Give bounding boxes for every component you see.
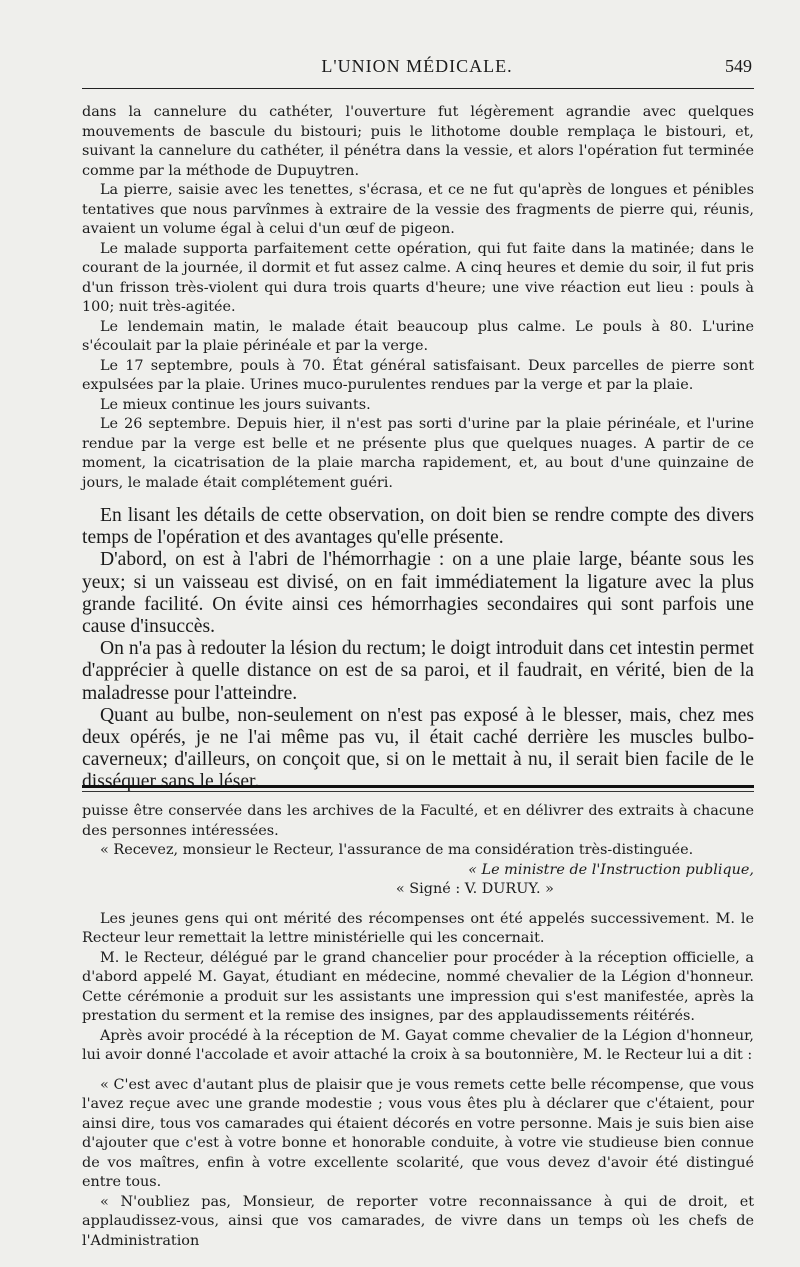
paragraph: On n'a pas à redouter la lésion du rectum; le doigt introduit dans cet intestin permet d'apprécier à quelle distance on est de sa paroi, et il faudrait, en vérité, bien de la maladresse pour l'atteindre. bbox=[82, 638, 754, 704]
paragraph: « C'est avec d'autant plus de plaisir que je vous remets cette belle récompense, que vous l'avez reçue avec une grande modestie ; vous vous êtes plu à déclarer que c'étaient, pour ainsi dire, tous vos camarades qui étaient décorés en votre personne. Mais je suis bien aise d'ajouter que c'est à votre bonne et honorable conduite, à votre vie studieuse bien connue de vos maîtres, enfin à votre excellente scolarité, que vous devez d'avoir été distingué entre tous. bbox=[82, 1076, 754, 1190]
paragraph: dans la cannelure du cathéter, l'ouverture fut légèrement agrandie avec quelques mouvements de bascule du bistouri; puis le lithotome double remplaça le bistouri, et, suivant la cannelure du cathéter, il pénétra dans la vessie, et alors l'opération fut terminée comme par la méthode de Dupuytren. bbox=[82, 104, 754, 179]
section-divider-thin bbox=[82, 791, 754, 792]
signature-title: « Le ministre de l'Instruction publique, bbox=[468, 861, 754, 878]
paragraph: Après avoir procédé à la réception de M. Gayat comme chevalier de la Légion d'honneur, lui avoir donné l'accolade et avoir attaché la croix à sa boutonnière, M. le Recteur lui a dit : bbox=[82, 1027, 754, 1063]
paragraph: D'abord, on est à l'abri de l'hémorrhagie : on a une plaie large, béante sous les yeux; si un vaisseau est divisé, on en fait immédiatement la ligature avec la plus grande facilité. On évite ainsi ces hémorrhagies secondaires qui sont parfois une cause d'insuccès. bbox=[82, 549, 754, 638]
paragraph: puisse être conservée dans les archives de la Faculté, et en délivrer des extraits à chacune des personnes intéressées. bbox=[82, 803, 754, 839]
paragraph: Les jeunes gens qui ont mérité des récompenses ont été appelés successivement. M. le Recteur leur remettait la lettre ministérielle qui les concernait. bbox=[82, 910, 754, 946]
page-number: 549 bbox=[725, 56, 752, 76]
paragraph: « N'oubliez pas, Monsieur, de reporter votre reconnaissance à qui de droit, et applaudissez-vous, ainsi que vos camarades, de vivre dans un temps où les chefs de l'Administration bbox=[82, 1193, 754, 1249]
section-divider bbox=[82, 785, 754, 788]
spacer bbox=[82, 900, 754, 910]
signature-name: « Signé : V. DURUY. » bbox=[395, 881, 554, 897]
paragraph: Le malade supporta parfaitement cette opération, qui fut faite dans la matinée; dans le courant de la journée, il dormit et fut assez calme. A cinq heures et demie du soir, il fut pris d'un frisson très-violent qui dura trois quarts d'heure; une vive réaction eut lieu : pouls à 100; nuit très-agitée. bbox=[82, 240, 754, 315]
discussion-text bbox=[82, 505, 754, 794]
observation-text bbox=[82, 103, 754, 493]
page-header bbox=[82, 56, 752, 80]
feuilleton-text bbox=[82, 802, 754, 1251]
paragraph: Le lendemain matin, le malade était beaucoup plus calme. Le pouls à 80. L'urine s'écoulait par la plaie périnéale et par la verge. bbox=[82, 318, 754, 354]
paragraph: La pierre, saisie avec les tenettes, s'écrasa, et ce ne fut qu'après de longues et pénibles tentatives que nous parvînmes à extraire de la vessie des fragments de pierre qui, réunis, avaient un volume égal à celui d'un œuf de pigeon. bbox=[82, 182, 754, 237]
paragraph: En lisant les détails de cette observation, on doit bien se rendre compte des divers temps de l'opération et des avantages qu'elle présente. bbox=[82, 505, 754, 549]
header-rule bbox=[82, 88, 754, 89]
paragraph: Le 26 septembre. Depuis hier, il n'est pas sorti d'urine par la plaie périnéale, et l'urine rendue par la verge est belle et ne présente plus que quelques nuages. A partir de ce moment, la cicatrisation de la plaie marcha rapidement, et, au bout d'une quinzaine de jours, le malade était complétement guéri. bbox=[82, 416, 754, 491]
running-title: L'UNION MÉDICALE. bbox=[321, 56, 513, 76]
paragraph: Quant au bulbe, non-seulement on n'est pas exposé à le blesser, mais, chez mes deux opérés, je ne l'ai même pas vu, il était caché derrière les muscles bulbo-caverneux; d'ailleurs, on conçoit que, si on le mettait à nu, il serait bien facile de le disséquer sans le léser. bbox=[82, 704, 754, 793]
paragraph: Le mieux continue les jours suivants. bbox=[100, 396, 371, 413]
paragraph: Le 17 septembre, pouls à 70. État général satisfaisant. Deux parcelles de pierre sont expulsées par la plaie. Urines muco-purulentes rendues par la verge et par la plaie. bbox=[82, 357, 754, 393]
paragraph: M. le Recteur, délégué par le grand chancelier pour procéder à la réception officielle, a d'abord appelé M. Gayat, étudiant en médecine, nommé chevalier de la Légion d'honneur. Cette cérémonie a produit sur les assistants une impression qui s'est manifestée, après la prestation du serment et la remise des insignes, par des applaudissements réitérés. bbox=[82, 949, 754, 1024]
paragraph: « Recevez, monsieur le Recteur, l'assurance de ma considération très-distinguée. bbox=[100, 842, 694, 858]
spacer bbox=[82, 1066, 754, 1076]
